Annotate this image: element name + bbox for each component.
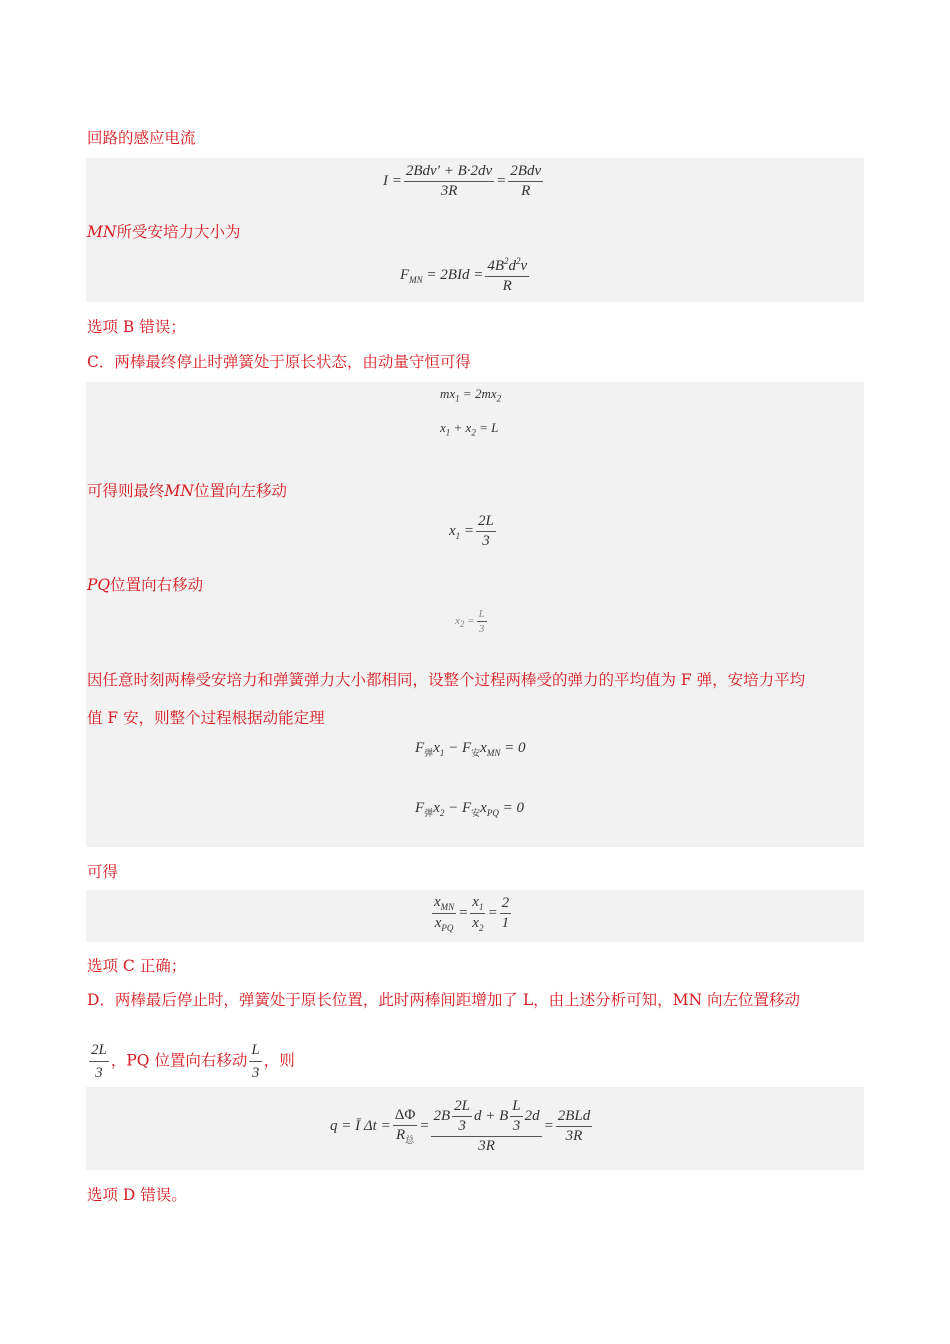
text-mn-force-label: 所受安培力大小为 [116, 223, 241, 241]
text-then: ，则 [263, 1051, 295, 1070]
text-average-force: 因任意时刻两棒受安培力和弹簧弹力大小都相同，设整个过程两棒受的弹力的平均值为 F 弹，安培力平均 [87, 671, 806, 689]
text-pq-right-b: 位置向右移动 [110, 576, 204, 594]
text-mn-left [87, 481, 287, 501]
equation-x1: $x_1$ = $\frac{2L}{3}$ [449, 513, 494, 549]
text-option-d-intro: D．两棒最后停止时，弹簧处于原长位置，此时两棒间距增加了 L，由上述分析可知，MN 向左位置移动 [87, 991, 801, 1009]
text-induced-current: 回路的感应电流 [87, 129, 196, 147]
equation-energy-1: $F_弹x_1 - F_安x_{MN} = 0$ [415, 740, 526, 758]
text-option-c-intro: C．两棒最终停止时弹簧处于原长状态，由动量守恒可得 [87, 353, 471, 371]
text-option-d-cont: $\frac{2L}{3}$ ，PQ 位置向右移动 $\frac{L}{3}$ ，则 [91, 1042, 295, 1081]
equation-momentum: $mx_1 = 2mx_2$ [440, 386, 502, 404]
text-obtain: 可得 [87, 863, 119, 881]
var-mn: MN [87, 223, 117, 241]
text-option-c: 选项 C 正确； [87, 957, 187, 975]
equation-energy-2: $F_弹x_2 - F_安x_{PQ} = 0$ [415, 800, 524, 818]
equation-x2: $x_2$ = $\frac{L}{3}$ [455, 608, 485, 635]
equation-sum: $x_1 + x_2 = L$ [440, 420, 499, 438]
text-pq-move: ，PQ 位置向右移动 [110, 1051, 248, 1070]
text-pq-right [87, 575, 203, 595]
text-option-d: 选项 D 错误。 [87, 1186, 187, 1204]
equation-ratio: $\frac{x_{MN}}{x_{PQ}}$ = $\frac{x_1}{x_2}$ = $\frac{2}{1}$ [434, 894, 510, 933]
text-mn-left-b: 位置向左移动 [193, 482, 287, 500]
equation-current: I = $\frac{\text{2Bdv′ + B·2dv}}{3R}$ = $\frac{\text{2Bdv}}{R}$ [383, 163, 542, 199]
text-energy-theorem: 值 F 安，则整个过程根据动能定理 [87, 709, 325, 727]
text-mn-left-a: 可得则最终 [87, 482, 165, 500]
var-pq: PQ [87, 576, 111, 594]
equation-charge: q = Ī Δt = $\frac{\Delta\Phi}{R_总}$ = 2B $\frac{2L}{3}$ d + B $\frac{L}{3}$ 2d 3R = $\frac{\text{2BLd}}{3R}$ [330, 1098, 591, 1154]
text-option-b: 选项 B 错误； [87, 318, 186, 336]
text-mn-force [87, 222, 240, 242]
var-mn-2: MN [164, 482, 194, 500]
equation-force: $F_{MN} = 2BId$ = $\frac{4B^2d^2v}{R}$ [400, 256, 528, 294]
